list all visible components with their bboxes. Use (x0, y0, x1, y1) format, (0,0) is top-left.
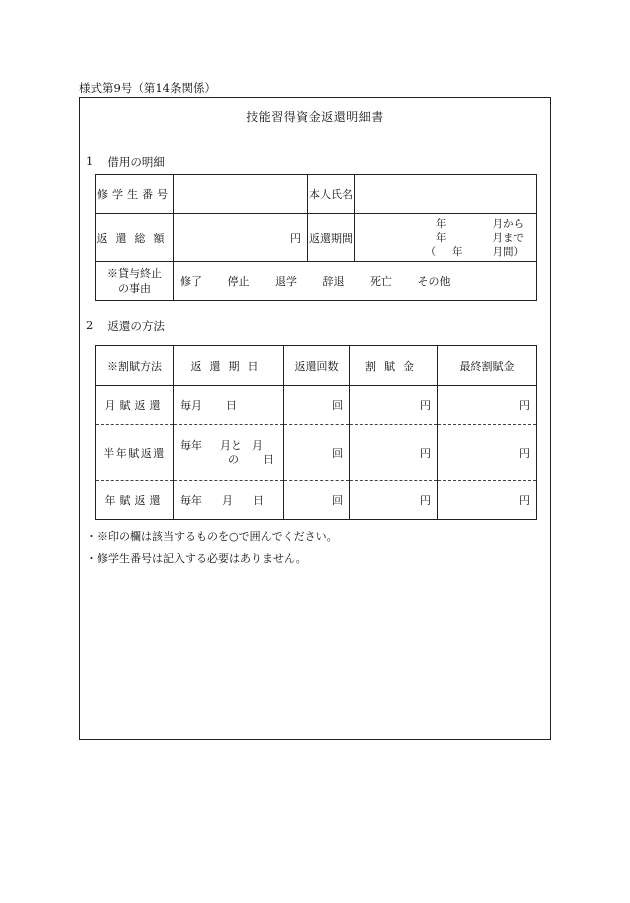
period-label: 返還期間 (308, 214, 355, 262)
date-semiannual-of: の (228, 452, 239, 466)
note-item: ・※印の欄は該当するものを○で囲んでください。 (86, 530, 338, 543)
reason-option[interactable]: 死亡 (370, 275, 392, 288)
period-span-year: 年 (452, 245, 463, 258)
termination-reason-label-line1: ※貸与終止 (107, 267, 162, 280)
date-monthly-prefix: 毎月 (180, 399, 202, 412)
count-annual[interactable]: 回 (284, 481, 350, 520)
count-monthly[interactable]: 回 (284, 386, 350, 425)
period-span-month: 月間） (492, 245, 524, 258)
date-semiannual-month1: 月と (220, 438, 242, 452)
student-number-label: 修学生番号 (96, 175, 174, 214)
date-annual-day: 日 (253, 494, 264, 507)
section1-heading (86, 154, 165, 170)
total-amount-label: 返還総額 (96, 214, 174, 262)
header-date: 返還期日 (174, 346, 284, 386)
period-open-paren: （ (425, 245, 436, 258)
header-final: 最終割賦金 (438, 346, 537, 386)
yen-unit: 円 (290, 231, 301, 245)
period-to-year: 年 (436, 231, 447, 244)
section2-number: 2 (86, 318, 94, 332)
form-number: 様式第9号（第14条関係） (79, 81, 216, 95)
student-number-field[interactable] (174, 175, 308, 214)
reason-option[interactable]: 修了 (180, 275, 202, 288)
installment-semiannual[interactable]: 円 (350, 425, 438, 481)
section1-title: 借用の明細 (107, 155, 165, 169)
date-semiannual[interactable] (174, 425, 284, 481)
document-title: 技能習得資金返還明細書 (246, 110, 384, 124)
section2-title: 返還の方法 (107, 319, 165, 333)
header-method: ※割賦方法 (96, 346, 174, 386)
name-field[interactable] (355, 175, 537, 214)
total-amount-field[interactable] (174, 214, 308, 262)
period-from-year: 年 (436, 217, 447, 230)
reason-option[interactable]: 停止 (227, 275, 250, 288)
period-field[interactable] (355, 214, 537, 262)
form-frame (79, 97, 551, 740)
date-annual[interactable] (174, 481, 284, 520)
table-row (96, 481, 537, 520)
final-semiannual[interactable]: 円 (438, 425, 537, 481)
table-row (96, 386, 537, 425)
notes (86, 526, 338, 570)
table-row (96, 425, 537, 481)
termination-reasons[interactable] (174, 262, 537, 301)
header-installment: 割賦金 (350, 346, 438, 386)
date-monthly[interactable] (174, 386, 284, 425)
method-semiannual: 半年賦返還 (96, 425, 174, 481)
repayment-method-table (95, 345, 537, 520)
section2-heading (86, 318, 165, 334)
final-annual[interactable]: 円 (438, 481, 537, 520)
count-semiannual[interactable]: 回 (284, 425, 350, 481)
date-semiannual-prefix: 毎年 (180, 438, 202, 452)
date-semiannual-day: 日 (263, 452, 274, 466)
name-label: 本人氏名 (308, 175, 355, 214)
date-annual-prefix: 毎年 (180, 494, 202, 507)
installment-annual[interactable]: 円 (350, 481, 438, 520)
period-from-month: 月から (492, 217, 524, 230)
method-monthly: 月賦返還 (96, 386, 174, 425)
loan-details-table (95, 174, 537, 301)
reason-option[interactable]: 退学 (275, 275, 297, 288)
final-monthly[interactable]: 円 (438, 386, 537, 425)
installment-monthly[interactable]: 円 (350, 386, 438, 425)
termination-reason-label-line2: の事由 (118, 282, 151, 295)
reason-option[interactable]: 辞退 (322, 275, 345, 288)
period-to-month: 月まで (492, 231, 524, 244)
section1-number: 1 (86, 154, 94, 168)
reason-option[interactable]: その他 (417, 275, 451, 288)
date-annual-month: 月 (222, 494, 233, 507)
note-item: ・修学生番号は記入する必要はありません。 (86, 552, 307, 565)
date-monthly-day: 日 (226, 399, 237, 412)
method-annual: 年賦返還 (96, 481, 174, 520)
date-semiannual-month2: 月 (252, 438, 263, 452)
header-count: 返還回数 (284, 346, 350, 386)
termination-reason-label (96, 262, 174, 301)
